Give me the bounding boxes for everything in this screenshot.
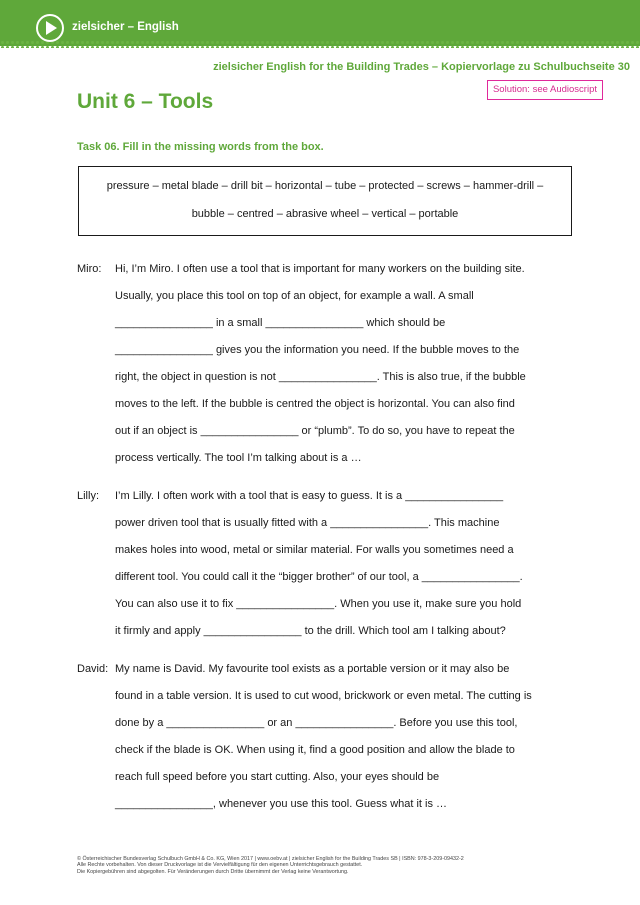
text-line: process vertically. The tool I’m talking about is a … bbox=[115, 452, 362, 464]
footer-line-2: Alle Rechte vorbehalten. Von dieser Druckvorlage ist die Vervielfältigung für den eigenen Unterrichtsgebrauch gestattet. bbox=[77, 862, 363, 869]
text-line: Hi, I’m Miro. I often use a tool that is important for many workers on the building site. bbox=[115, 263, 525, 275]
text-line: right, the object in question is not ________________. This is also true, if the bubble bbox=[115, 371, 526, 383]
solution-note: Solution: see Audioscript bbox=[487, 80, 603, 100]
text-line: reach full speed before you start cutting. Also, your eyes should be bbox=[115, 771, 440, 783]
copyright-footer bbox=[77, 856, 464, 875]
text-line: I’m Lilly. I often work with a tool that is easy to guess. It is a ________________ bbox=[115, 490, 504, 502]
unit-title: Unit 6 – Tools bbox=[77, 90, 214, 113]
word-box-line-1: pressure – metal blade – drill bit – horizontal – tube – protected – screws – hammer-drill – bbox=[106, 180, 544, 192]
speaker-david: David: bbox=[77, 663, 109, 675]
text-line: different tool. You could call it the “bigger brother” of our tool, a ________________. bbox=[115, 571, 523, 583]
text-line: moves to the left. If the bubble is centred the object is horizontal. You can also find bbox=[115, 398, 515, 410]
task-title: Task 06. Fill in the missing words from the box. bbox=[77, 141, 324, 153]
speaker-miro: Miro: bbox=[77, 263, 102, 275]
text-line: makes holes into wood, metal or similar material. For walls you sometimes need a bbox=[115, 544, 514, 556]
text-line: found in a table version. It is used to cut wood, brickwork or even metal. The cutting is bbox=[115, 690, 532, 702]
text-line: Usually, you place this tool on top of an object, for example a wall. A small bbox=[115, 290, 474, 302]
text-line: it firmly and apply ________________ to the drill. Which tool am I talking about? bbox=[115, 625, 506, 637]
speaker-lilly: Lilly: bbox=[77, 490, 100, 502]
footer-line-3: Die Kopiergebühren sind abgegolten. Für Veränderungen durch Dritte übernimmt der Verlag keine Verantwortung. bbox=[77, 868, 349, 875]
text-line: done by a ________________ or an ________________. Before you use this tool, bbox=[115, 717, 518, 729]
text-line: out if an object is ________________ or “plumb”. To do so, you have to repeat the bbox=[115, 425, 515, 437]
play-logo-icon bbox=[36, 14, 64, 42]
word-box bbox=[78, 166, 572, 236]
text-line: You can also use it to fix ________________. When you use it, make sure you hold bbox=[115, 598, 522, 610]
text-line: My name is David. My favourite tool exists as a portable version or it may also be bbox=[115, 663, 510, 675]
text-line: check if the blade is OK. When using it, find a good position and allow the blade to bbox=[115, 744, 515, 756]
text-line: power driven tool that is usually fitted with a ________________. This machine bbox=[115, 517, 500, 529]
text-line: ________________, whenever you use this tool. Guess what it is … bbox=[115, 798, 448, 810]
footer-line-1: © Österreichischer Bundesverlag Schulbuch GmbH & Co. KG, Wien 2017 | www.oebv.at | zielsicher English for the Building Trades SB | ISBN: 978-3-209-09432-2 bbox=[77, 856, 464, 862]
banner-dotted-edge bbox=[0, 40, 640, 48]
brand-name: zielsicher – English bbox=[72, 21, 179, 33]
text-line: ________________ gives you the information you need. If the bubble moves to the bbox=[115, 344, 520, 356]
text-line: ________________ in a small ________________ which should be bbox=[115, 317, 446, 329]
word-box-line-2: bubble – centred – abrasive wheel – vertical – portable bbox=[191, 208, 459, 220]
series-title: zielsicher English for the Building Trades – Kopiervorlage zu Schulbuchseite 30 bbox=[213, 61, 630, 73]
